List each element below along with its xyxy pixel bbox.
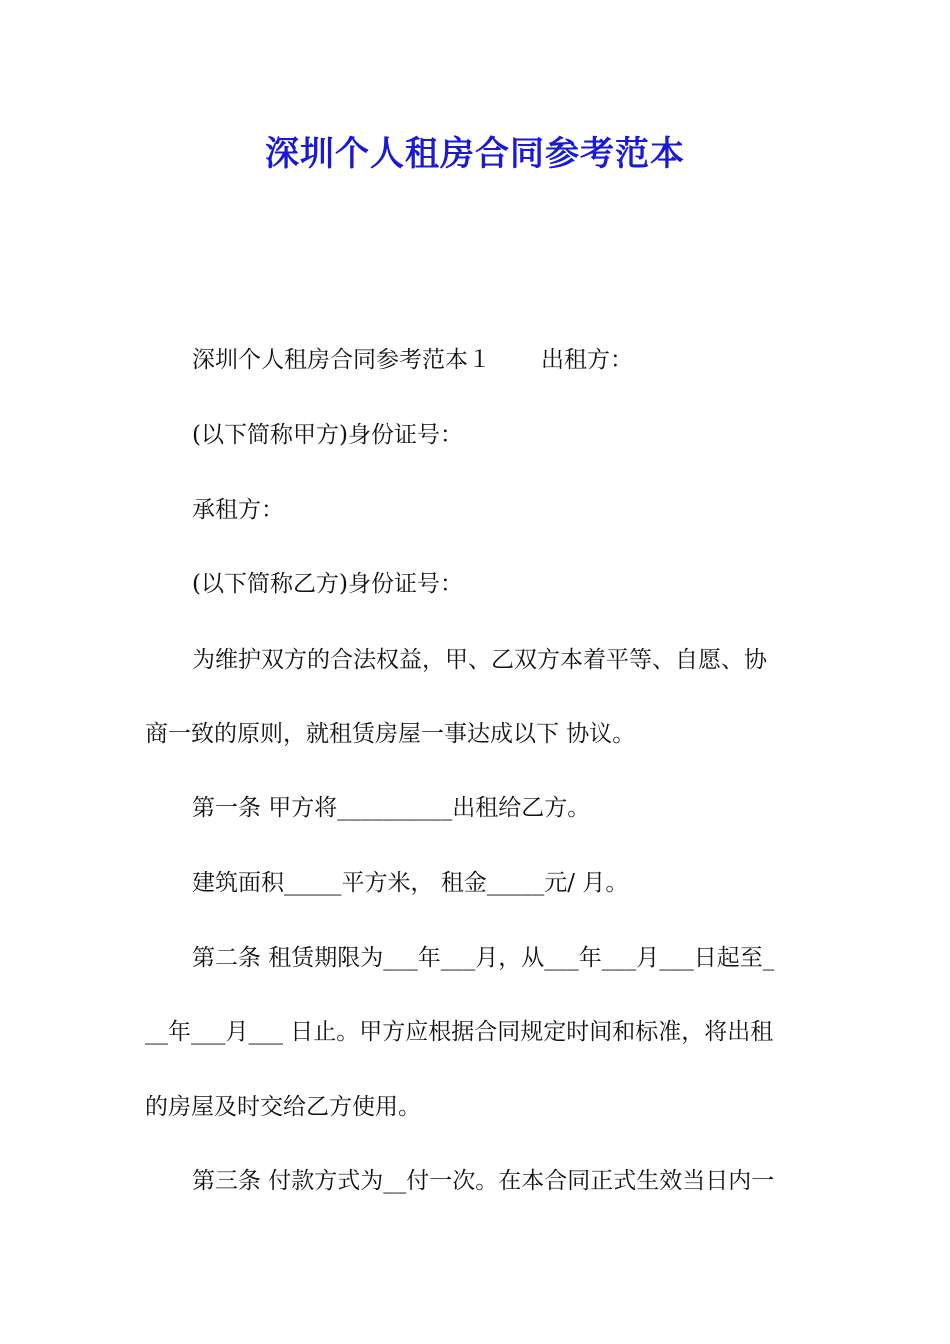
line-7: 第一条 甲方将__________出租给乙方。 [192, 795, 591, 821]
line-10: __年___月___ 日止。甲方应根据合同规定时间和标准，将出租 [145, 1019, 774, 1045]
line-11: 的房屋及时交给乙方使用。 [145, 1094, 421, 1120]
line-2: (以下简称甲方)身份证号： [192, 422, 463, 448]
document-title: 深圳个人租房合同参考范本 [265, 134, 685, 174]
line-8: 建筑面积_____平方米， 租金_____元/ 月。 [192, 870, 629, 896]
contract-sample-heading: 深圳个人租房合同参考范本１ [192, 347, 491, 373]
lessor-label: 出租方： [541, 347, 633, 373]
line-5: 为维护双方的合法权益，甲、乙双方本着平等、自愿、协 [192, 647, 767, 673]
line-6: 商一致的原则，就租赁房屋一事达成以下 协议。 [145, 721, 636, 747]
line-12: 第三条 付款方式为__付一次。在本合同正式生效当日内一 [192, 1168, 775, 1194]
line-9: 第二条 租赁期限为___年___月，从___年___月___日起至_ [192, 945, 775, 971]
line-1 [192, 345, 633, 375]
line-3: 承租方： [192, 497, 284, 523]
line-4: (以下简称乙方)身份证号： [192, 571, 463, 597]
